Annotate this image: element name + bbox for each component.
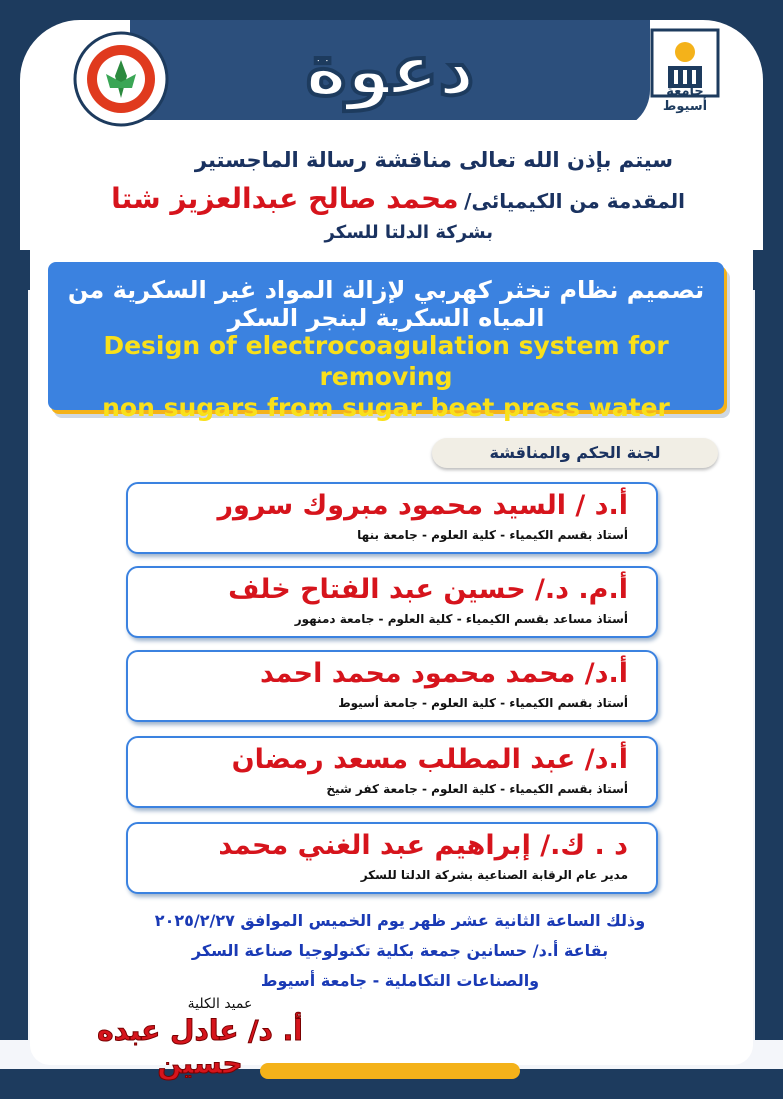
- committee-member: [126, 482, 658, 554]
- thesis-title-english-line1: Design of electrocoagulation system for removing: [103, 331, 669, 391]
- event-details: [140, 906, 660, 996]
- thesis-title-english-line2: non sugars from sugar beet press water: [102, 393, 670, 422]
- event-date-time: وذلك الساعة الثانية عشر ظهر يوم الخميس الموافق ٢٠٢٥/٢/٢٧: [154, 911, 646, 930]
- member-title: مدير عام الرقابة الصناعية بشركة الدلتا للسكر: [360, 868, 628, 882]
- dean-label: عميد الكلية: [187, 996, 253, 1012]
- university-logo-label: جامعة أسيوط: [662, 84, 708, 114]
- member-title: أستاذ بقسم الكيمياء - كلية العلوم - جامعة بنها: [357, 528, 628, 542]
- university-logo: [650, 28, 720, 118]
- committee-member: [126, 566, 658, 638]
- event-venue: بقاعة أ.د/ حسانين جمعة بكلية تكنولوجيا صناعة السكر: [191, 941, 609, 960]
- presenter-name: محمد صالح عبدالعزيز شتا: [111, 182, 459, 215]
- member-name: أ.م. د./ حسين عبد الفتاح خلف: [228, 574, 628, 605]
- thesis-title-english: [48, 330, 724, 423]
- thesis-title-arabic: تصميم نظام تخثر كهربي لإزالة المواد غير السكرية من المياه السكرية لبنجر السكر: [67, 276, 705, 332]
- member-name: أ.د/ محمد محمود محمد احمد: [259, 658, 628, 689]
- invitation-title: دعوة: [305, 29, 475, 111]
- side-band-left: [0, 260, 28, 1040]
- presenter-prefix: المقدمة من الكيميائى/: [464, 189, 685, 213]
- member-title: أستاذ مساعد بقسم الكيمياء - كلية العلوم - جامعة دمنهور: [294, 612, 628, 626]
- member-name: أ.د/ عبد المطلب مسعد رمضان: [231, 744, 628, 775]
- faculty-logo: [72, 30, 170, 128]
- dean-name: أ. د/ عادل عبده حسين: [97, 1014, 303, 1080]
- member-name: د . ك./ إبراهيم عبد الغني محمد: [218, 830, 628, 861]
- member-title: أستاذ بقسم الكيمياء - كلية العلوم - جامعة كفر شيخ: [326, 782, 628, 796]
- intro-line: سيتم بإذن الله تعالى مناقشة رسالة الماجستير: [194, 148, 673, 172]
- presenter-line: [105, 182, 685, 215]
- event-venue-university: والصناعات التكاملية - جامعة أسيوط: [260, 971, 540, 990]
- member-title: أستاذ بقسم الكيمياء - كلية العلوم - جامعة أسيوط: [338, 696, 628, 710]
- member-name: أ.د / السيد محمود مبروك سرور: [217, 490, 628, 521]
- committee-member: [126, 650, 658, 722]
- thesis-title-box: [48, 262, 724, 422]
- side-band-right: [755, 260, 783, 1040]
- presenter-company: بشركة الدلتا للسكر: [324, 222, 493, 243]
- committee-member: [126, 822, 658, 894]
- committee-label: لجنة الحكم والمناقشة: [432, 438, 718, 468]
- committee-member: [126, 736, 658, 808]
